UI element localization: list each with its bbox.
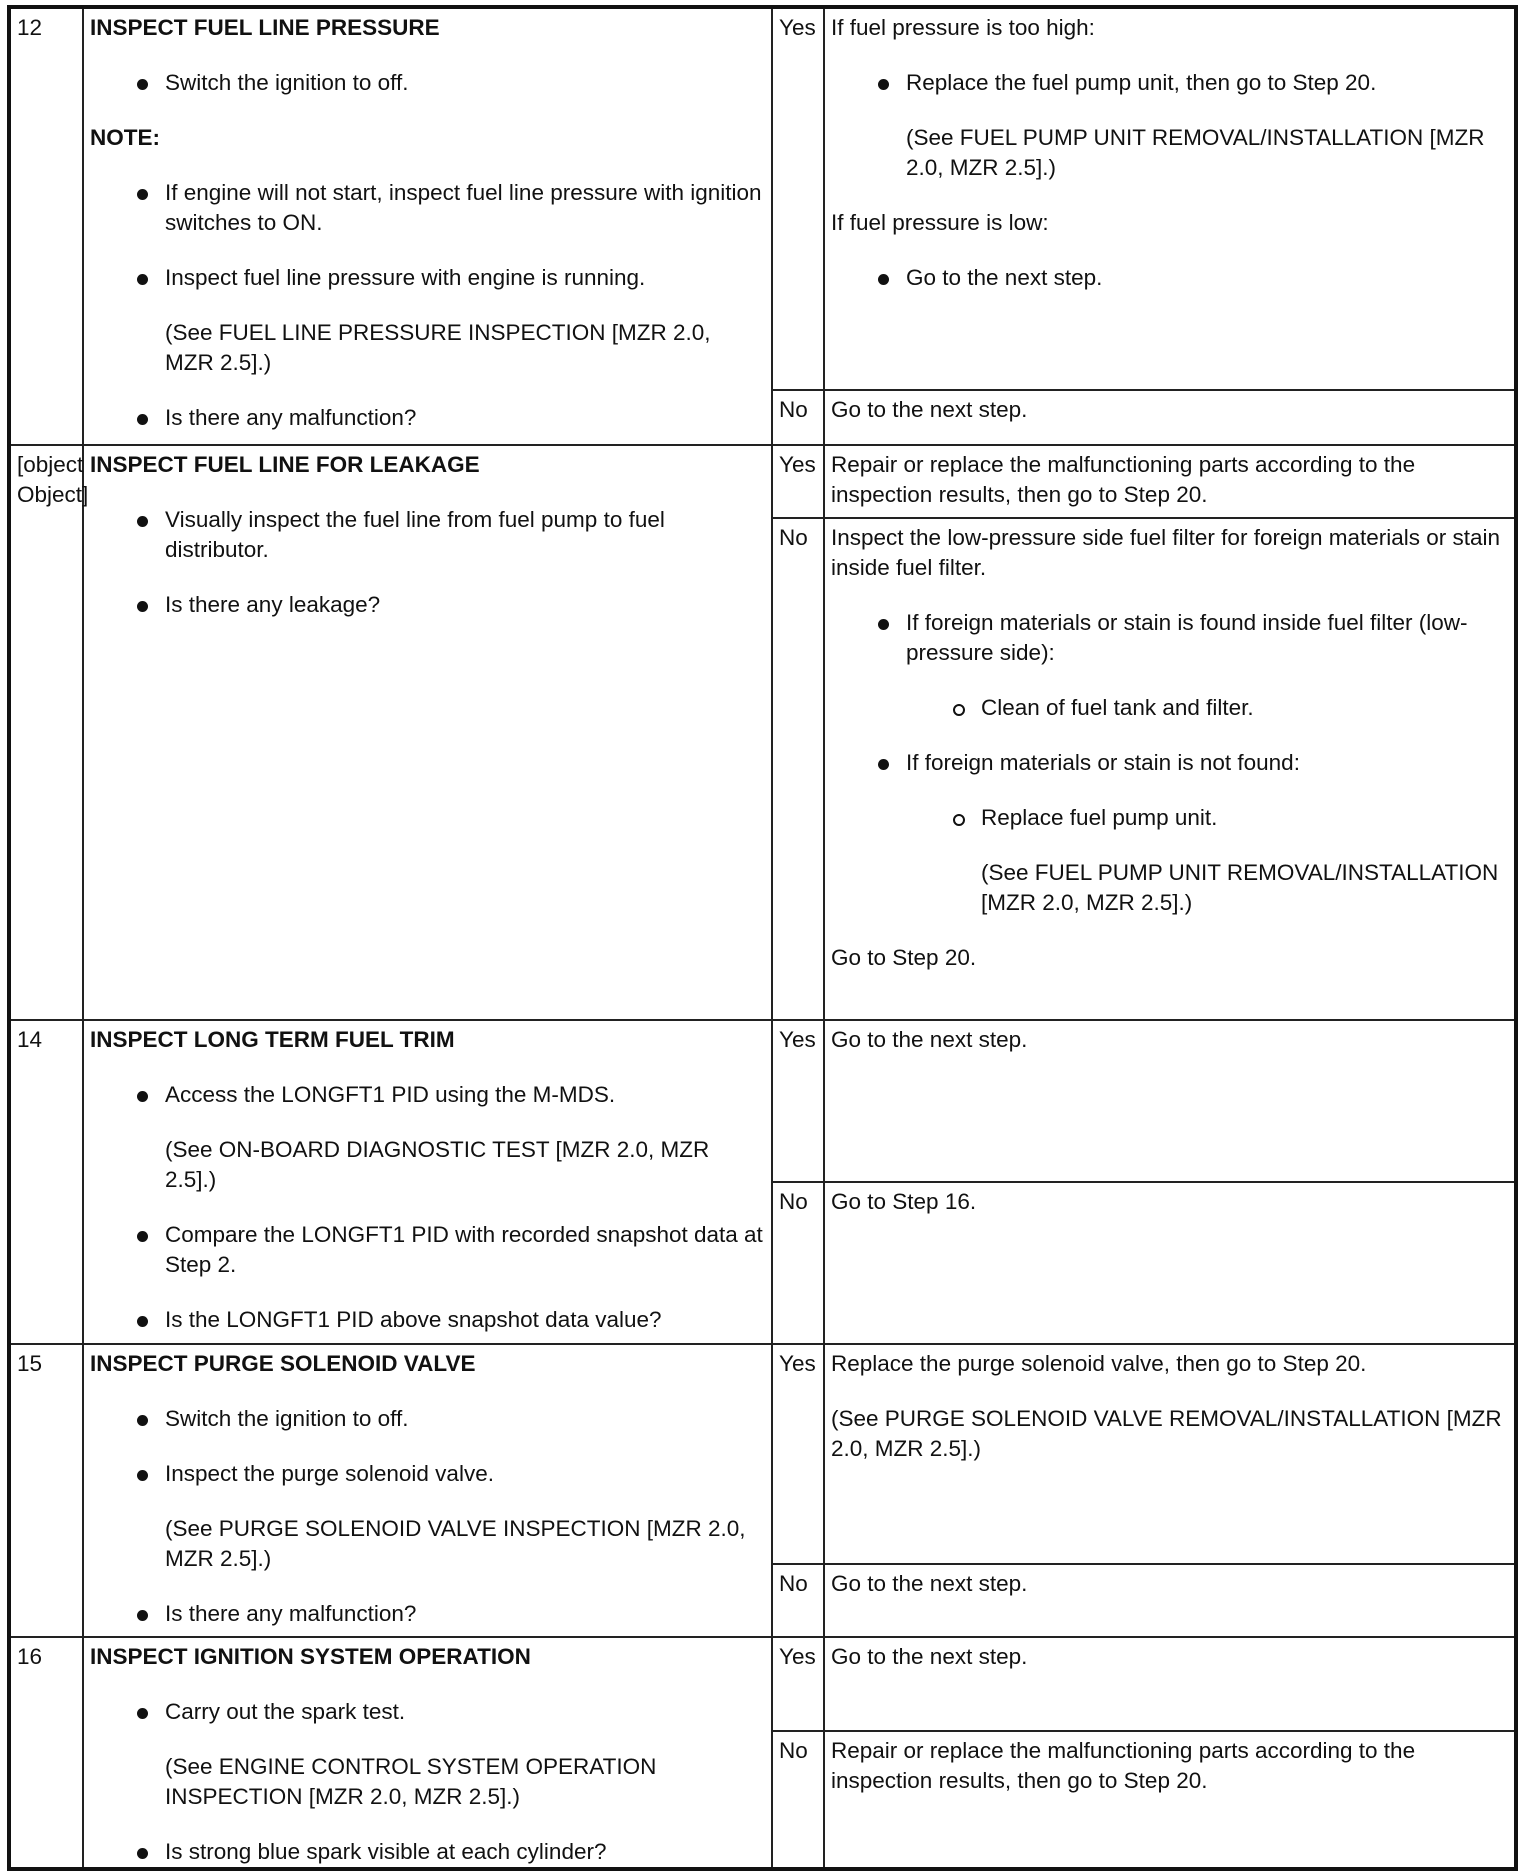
- yes-result: Go to the next step.: [824, 1637, 1516, 1731]
- no-label: No: [772, 518, 824, 1020]
- step-16-row-yes: [9, 1637, 1516, 1731]
- step-title: INSPECT PURGE SOLENOID VALVE: [90, 1351, 476, 1376]
- step-number: [object Object]: [9, 445, 83, 1020]
- no-result: [824, 518, 1516, 1020]
- no-result: Go to Step 16.: [824, 1182, 1516, 1344]
- yes-result: [824, 1344, 1516, 1564]
- step-number: 14: [9, 1020, 83, 1344]
- result-line: If fuel pressure is too high:: [831, 15, 1095, 40]
- reference-text: (See ON-BOARD DIAGNOSTIC TEST [MZR 2.0, MZR 2.5].): [165, 1137, 710, 1192]
- result-line: Go to Step 20.: [831, 945, 977, 970]
- bullet-item: Is there any malfunction?: [90, 1599, 765, 1629]
- result-line: Inspect the low-pressure side fuel filter for foreign materials or stain inside fuel filter.: [831, 525, 1501, 580]
- bullet-item: If engine will not start, inspect fuel line pressure with ignition switches to ON.: [90, 178, 765, 238]
- yes-result: Go to the next step.: [824, 1020, 1516, 1182]
- result-bullet: If foreign materials or stain is not found:: [831, 748, 1508, 778]
- result-line: Replace the purge solenoid valve, then go to Step 20.: [831, 1351, 1367, 1376]
- yes-label: Yes: [772, 1637, 824, 1731]
- reference-text: (See FUEL PUMP UNIT REMOVAL/INSTALLATION [MZR 2.0, MZR 2.5].): [981, 860, 1499, 915]
- step-14-row-yes: [9, 1020, 1516, 1182]
- bullet-item: Inspect fuel line pressure with engine is running.: [90, 263, 765, 293]
- reference-text: (See PURGE SOLENOID VALVE INSPECTION [MZR 2.0, MZR 2.5].): [165, 1516, 746, 1571]
- step-title: INSPECT FUEL LINE FOR LEAKAGE: [90, 452, 480, 477]
- step-title: INSPECT LONG TERM FUEL TRIM: [90, 1027, 455, 1052]
- result-bullet: If foreign materials or stain is found inside fuel filter (low-pressure side):: [831, 608, 1508, 668]
- step-action: [83, 1020, 772, 1344]
- step-action: [83, 1637, 772, 1869]
- step-15-row-yes: [9, 1344, 1516, 1564]
- diagnostic-table: [7, 5, 1518, 1871]
- reference-text: (See FUEL PUMP UNIT REMOVAL/INSTALLATION [MZR 2.0, MZR 2.5].): [906, 125, 1485, 180]
- step-action: [83, 1344, 772, 1637]
- step-13-row-yes: [9, 445, 1516, 518]
- bullet-item: Is the LONGFT1 PID above snapshot data value?: [90, 1305, 765, 1335]
- reference-text: (See ENGINE CONTROL SYSTEM OPERATION INSPECTION [MZR 2.0, MZR 2.5].): [165, 1754, 657, 1809]
- no-label: No: [772, 1731, 824, 1869]
- step-number: 12: [9, 7, 83, 445]
- yes-label: Yes: [772, 1020, 824, 1182]
- step-action: [83, 445, 772, 1020]
- result-bullet: Replace the fuel pump unit, then go to Step 20.: [831, 68, 1508, 98]
- no-label: No: [772, 390, 824, 445]
- bullet-item: Inspect the purge solenoid valve.: [90, 1459, 765, 1489]
- step-number: 15: [9, 1344, 83, 1637]
- no-result: Repair or replace the malfunctioning parts according to the inspection results, then go to Step 20.: [824, 1731, 1516, 1869]
- bullet-item: Compare the LONGFT1 PID with recorded snapshot data at Step 2.: [90, 1220, 765, 1280]
- step-action: [83, 7, 772, 445]
- reference-text: (See FUEL LINE PRESSURE INSPECTION [MZR 2.0, MZR 2.5].): [165, 320, 711, 375]
- step-title: INSPECT FUEL LINE PRESSURE: [90, 15, 440, 40]
- no-result: Go to the next step.: [824, 1564, 1516, 1637]
- bullet-item: Is strong blue spark visible at each cylinder?: [90, 1837, 765, 1867]
- yes-label: Yes: [772, 7, 824, 390]
- reference-text: (See PURGE SOLENOID VALVE REMOVAL/INSTALLATION [MZR 2.0, MZR 2.5].): [831, 1406, 1502, 1461]
- bullet-item: Is there any leakage?: [90, 590, 765, 620]
- bullet-item: Access the LONGFT1 PID using the M-MDS.: [90, 1080, 765, 1110]
- step-title: INSPECT IGNITION SYSTEM OPERATION: [90, 1644, 531, 1669]
- result-bullet: Go to the next step.: [831, 263, 1508, 293]
- bullet-item: Is there any malfunction?: [90, 403, 765, 433]
- result-sub-bullet: Clean of fuel tank and filter.: [831, 693, 1508, 723]
- yes-result: [824, 7, 1516, 390]
- yes-label: Yes: [772, 445, 824, 518]
- result-sub-bullet: Replace fuel pump unit.: [831, 803, 1508, 833]
- bullet-item: Visually inspect the fuel line from fuel pump to fuel distributor.: [90, 505, 765, 565]
- no-label: No: [772, 1564, 824, 1637]
- yes-label: Yes: [772, 1344, 824, 1564]
- bullet-item: Switch the ignition to off.: [90, 1404, 765, 1434]
- note-label: NOTE:: [90, 125, 160, 150]
- result-line: If fuel pressure is low:: [831, 210, 1049, 235]
- no-label: No: [772, 1182, 824, 1344]
- bullet-item: Carry out the spark test.: [90, 1697, 765, 1727]
- step-12-row-yes: [9, 7, 1516, 390]
- no-result: Go to the next step.: [824, 390, 1516, 445]
- step-number: 16: [9, 1637, 83, 1869]
- yes-result: Repair or replace the malfunctioning parts according to the inspection results, then go to Step 20.: [824, 445, 1516, 518]
- bullet-item: Switch the ignition to off.: [90, 68, 765, 98]
